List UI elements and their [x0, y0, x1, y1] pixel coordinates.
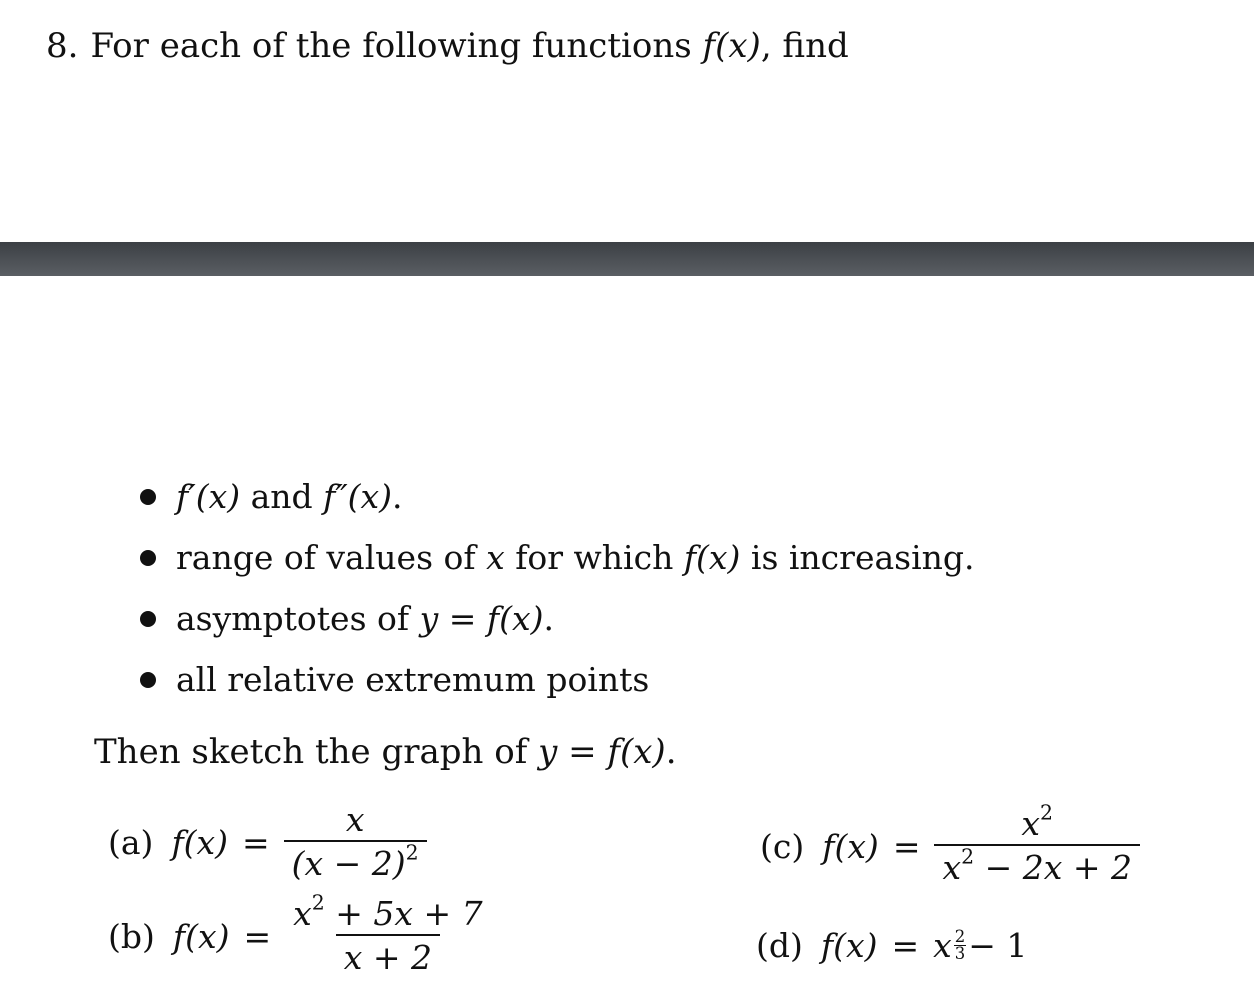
task-text: for which — [504, 538, 684, 577]
exponent: 2 — [961, 844, 975, 869]
equals-sign: = — [891, 926, 920, 965]
numerator-rest: + 5x + 7 — [324, 894, 483, 933]
power-base: x — [933, 926, 952, 965]
numerator-var: x — [293, 894, 312, 933]
fraction — [285, 890, 491, 978]
equals-sign: = — [892, 826, 921, 866]
denominator — [284, 840, 427, 882]
exponent: 2 — [1040, 800, 1054, 825]
equals-sign: = — [243, 916, 272, 956]
denominator — [934, 844, 1140, 886]
problem-prompt: For each of the following functions — [90, 26, 703, 66]
constant-term: − 1 — [968, 926, 1028, 965]
instruction-equation: y = f(x) — [538, 732, 666, 772]
part-c — [760, 800, 1140, 888]
sketch-instruction — [94, 728, 677, 776]
part-label: (b) — [108, 916, 155, 956]
task-text: all relative extremum points — [176, 660, 650, 699]
task-var: x — [486, 538, 505, 577]
task-text: . — [543, 599, 554, 638]
denominator-rest: − 2x + 2 — [974, 848, 1132, 888]
part-b — [108, 890, 491, 978]
task-list — [138, 466, 975, 710]
task-equation: y = f(x) — [419, 599, 544, 638]
second-derivative: f″(x) — [323, 477, 393, 516]
fraction — [284, 802, 427, 883]
equals-sign: = — [242, 822, 270, 862]
exponent-denominator: 3 — [954, 944, 966, 963]
task-item-derivatives — [138, 466, 975, 527]
part-d — [756, 926, 1027, 965]
problem-prompt-end: , find — [760, 26, 849, 66]
numerator-var: x — [1021, 804, 1041, 843]
denominator-base: (x − 2) — [291, 844, 406, 884]
function-lhs: f(x) — [171, 822, 229, 862]
task-text: and — [240, 477, 324, 516]
part-label: (c) — [760, 826, 805, 866]
task-item-extrema — [138, 649, 975, 710]
fraction — [934, 800, 1140, 888]
task-text: asymptotes of — [176, 599, 420, 638]
task-fx: f(x) — [683, 538, 741, 577]
task-text: range of values of — [176, 538, 487, 577]
numerator: x — [345, 800, 365, 839]
instruction-end: . — [665, 732, 677, 772]
function-lhs: f(x) — [822, 826, 879, 866]
problem-heading — [46, 24, 849, 68]
dark-divider-band — [0, 242, 1254, 276]
part-label: (a) — [108, 822, 154, 862]
denominator: x + 2 — [336, 934, 440, 976]
exponent-numerator: 2 — [954, 926, 966, 946]
fractional-exponent — [954, 926, 967, 963]
first-derivative: f′(x) — [176, 477, 241, 516]
exponent: 2 — [311, 890, 325, 915]
instruction-text: Then sketch the graph of — [94, 732, 539, 772]
numerator — [285, 890, 491, 934]
function-lhs: f(x) — [820, 926, 878, 965]
numerator — [1013, 800, 1061, 844]
denominator-var: x — [942, 848, 962, 888]
part-a — [108, 802, 427, 883]
part-label: (d) — [756, 926, 803, 965]
problem-number: 8. — [46, 26, 79, 66]
task-item-asymptotes — [138, 588, 975, 649]
problem-prompt-fx: f(x) — [702, 26, 761, 66]
task-text: . — [392, 477, 403, 516]
task-text: is increasing. — [740, 538, 975, 577]
exponent: 2 — [405, 840, 419, 865]
task-item-increasing — [138, 527, 975, 588]
function-lhs: f(x) — [172, 916, 230, 956]
